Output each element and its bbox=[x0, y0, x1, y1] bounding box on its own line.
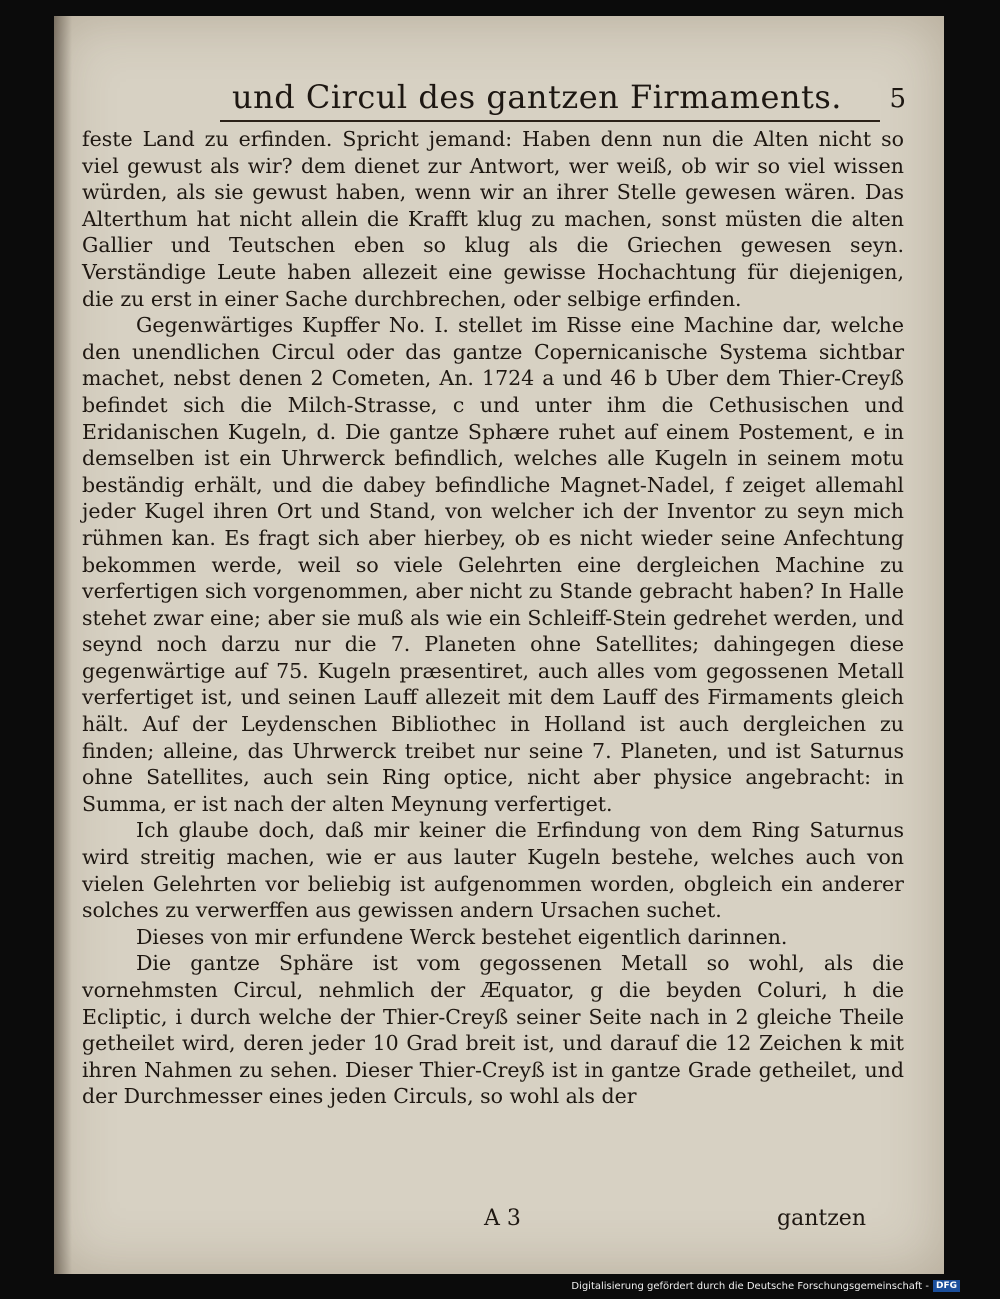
paragraph: Gegenwärtiges Kupffer No. I. stellet im Risse eine Machine dar, welche den unendlichen Circul oder das gantze Copernicanische Systema sichtbar machet, nebst denen 2 Cometen, An. 1724 a und 46 b Uber dem Thier-Creyß befindet sich die Milch-Strasse, c und unter ihm die Cethusischen und Eridanischen Kugeln, d. Die gantze Sphære ruhet auf einem Postement, e in demselben ist ein Uhrwerck befindlich, welches alle Kugeln in seinem motu beständig erhält, und die dabey befindliche Magnet-Nadel, f zeiget allemahl jeder Kugel ihren Ort und Stand, von welcher ich der Inventor zu seyn mich rühmen kan. Es fragt sich aber hierbey, ob es nicht wieder seine Anfechtung bekommen werde, weil so viele Gelehrten eine dergleichen Machine zu verfertigen sich vorgenommen, aber nicht zu Stande gebracht haben? In Halle stehet zwar eine; aber sie muß als wie ein Schleiff-Stein gedrehet werden, und seynd noch darzu nur die 7. Planeten ohne Satellites; dahingegen diese gegenwärtige auf 75. Kugeln præsentiret, auch alles vom gegossenen Metall verfertiget ist, und seinen Lauff allezeit mit dem Lauff des Firmaments gleich hält. Auf der Leydenschen Bibliothec in Holland ist auch dergleichen zu finden; alleine, das Uhrwerck treibet nur seine 7. Planeten, und ist Saturnus ohne Satellites, auch sein Ring optice, nicht aber physice angebracht: in Summa, er ist nach der alten Meynung verfertiget. bbox=[82, 313, 904, 816]
body-text bbox=[82, 126, 904, 1110]
signature-mark: A 3 bbox=[484, 1206, 521, 1231]
paragraph: Ich glaube doch, daß mir keiner die Erfindung von dem Ring Saturnus wird streitig machen, wie er aus lauter Kugeln bestehe, welches auch von vielen Gelehrten vor beliebig ist aufgenommen worden, obgleich ein anderer solches zu verwerffen aus gewissen andern Ursachen suchet. bbox=[82, 818, 904, 923]
dfg-logo: DFG bbox=[933, 1280, 960, 1292]
header-rule bbox=[220, 120, 880, 122]
page-header bbox=[220, 74, 920, 122]
paragraph: feste Land zu erfinden. Spricht jemand: Haben denn nun die Alten nicht so viel gewust als wir? dem dienet zur Antwort, wer weiß, ob wir so viel wissen würden, als sie gewust haben, wenn wir an ihrer Stelle gewesen wären. Das Alterthum hat nicht allein die Krafft klug zu machen, sonst müsten die alten Gallier und Teutschen eben so klug als die Griechen gewesen seyn. Verständige Leute haben allezeit eine gewisse Hochachtung für diejenigen, die zu erst in einer Sache durchbrechen, oder selbige erfinden. bbox=[82, 127, 904, 311]
paragraph: Dieses von mir erfundene Werck bestehet eigentlich darinnen. bbox=[136, 924, 788, 949]
running-title: und Circul des gantzen Firmaments. bbox=[232, 78, 842, 116]
catchword: gantzen bbox=[777, 1206, 866, 1231]
book-page bbox=[54, 16, 944, 1274]
digitization-credit bbox=[571, 1280, 960, 1292]
paragraph: Die gantze Sphäre ist vom gegossenen Metall so wohl, als die vornehmsten Circul, nehmlich der Æquator, g die beyden Coluri, h die Ecliptic, i durch welche der Thier-Creyß seiner Seite nach in 2 gleiche Theile getheilet wird, deren jeder 10 Grad breit ist, und darauf die 12 Zeichen k mit ihren Nahmen zu sehen. Dieser Thier-Creyß ist in gantze Grade getheilet, und der Durchmesser eines jeden Circuls, so wohl als der bbox=[82, 951, 904, 1109]
page-number: 5 bbox=[889, 84, 906, 114]
page-footer bbox=[54, 1196, 944, 1236]
credit-text: Digitalisierung gefördert durch die Deutsche Forschungsgemeinschaft - bbox=[571, 1281, 929, 1292]
